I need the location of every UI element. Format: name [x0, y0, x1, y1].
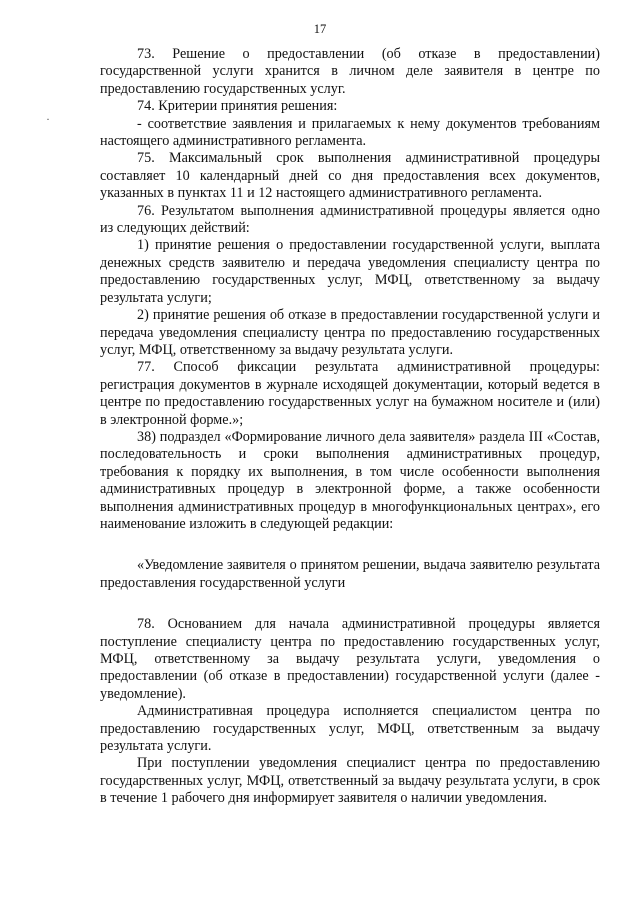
spacer: [100, 533, 600, 557]
document-body: [100, 46, 600, 808]
spacer: [100, 592, 600, 616]
paragraph-notification: При поступлении уведомления специалист центра по предоставлению государственных услуг, МФЦ, ответственный за выдачу результата услуги, в срок в течение 1 рабочего дня информирует заявителя о наличии уведомления.: [100, 755, 600, 807]
paragraph-75: 75. Максимальный срок выполнения административной процедуры составляет 10 календарный дней со дня предоставления всех документов, указанных в пунктах 11 и 12 настоящего административного регламента.: [100, 150, 600, 202]
paragraph-76-item-2: 2) принятие решения об отказе в предоставлении государственной услуги и передача уведомления специалисту центра по предоставлению государственных услуг, МФЦ, ответственному за выдачу результата услуги.: [100, 307, 600, 358]
paragraph-74-criterion: - соответствие заявления и прилагаемых к нему документов требованиям настоящего административного регламента.: [100, 115, 600, 150]
paragraph-procedure-executor: Административная процедура исполняется специалистом центра по предоставлению государственных услуг, МФЦ, ответственным за выдачу результата услуги.: [100, 703, 600, 755]
margin-mark: ·: [46, 112, 50, 126]
paragraph-77: 77. Способ фиксации результата административной процедуры: регистрация документов в журнале исходящей документации, который ведется в центре по предоставлению государственных услуг на бумажном носителе и (или) в электронной форме.»;: [100, 359, 600, 428]
section-heading: «Уведомление заявителя о принятом решении, выдача заявителю результата предоставления государственной услуги: [100, 557, 600, 591]
paragraph-74: 74. Критерии принятия решения:: [137, 98, 338, 115]
paragraph-78: 78. Основанием для начала административной процедуры является поступление специалисту центра по предоставлению государственных услуг, МФЦ, ответственному за выдачу результата услуги, уведомления о предоставлении (об отказе в предоставлении) государственной услуги (далее - уведомление).: [100, 616, 600, 702]
paragraph-76: 76. Результатом выполнения административной процедуры является одно из следующих действий:: [100, 202, 600, 237]
paragraph-38-amendment: 38) подраздел «Формирование личного дела заявителя» раздела III «Состав, последовательность и сроки выполнения административных процедур, требования к порядку их выполнения, в том числе особенности выполнения административных процедур в электронной форме, а также особенности выполнения административных процедур в многофункциональных центрах», его наименование изложить в следующей редакции:: [100, 428, 600, 532]
page-number: 17: [313, 22, 327, 36]
paragraph-76-item-1: 1) принятие решения о предоставлении государственной услуги, выплата денежных средств заявителю и передача уведомления специалисту центра по предоставлению государственных услуг, МФЦ, ответственному за выдачу результата услуги;: [100, 237, 600, 306]
paragraph-73: 73. Решение о предоставлении (об отказе в предоставлении) государственной услуги хранится в личном деле заявителя в центре по предоставлению государственных услуг.: [100, 46, 600, 97]
